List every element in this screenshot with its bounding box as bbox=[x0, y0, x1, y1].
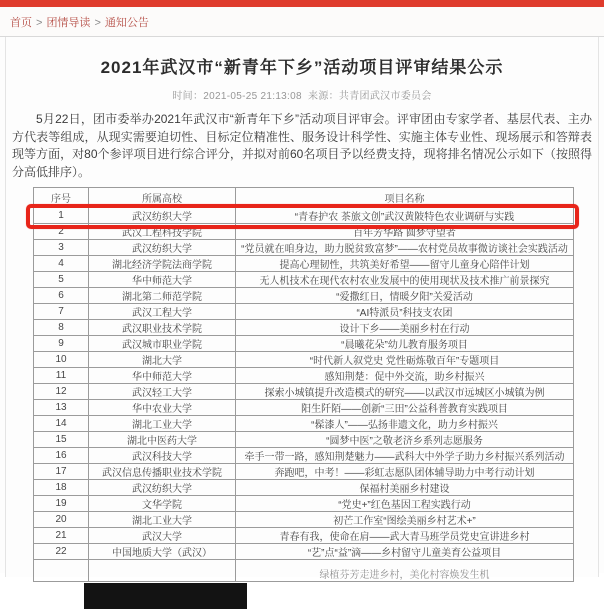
school-cell: 湖北中医药大学 bbox=[89, 432, 236, 448]
school-cell: 武汉轻工大学 bbox=[89, 384, 236, 400]
header-rank: 序号 bbox=[34, 188, 89, 208]
school-cell: 武汉纺织大学 bbox=[89, 208, 236, 224]
page-body bbox=[5, 37, 599, 581]
table-row bbox=[34, 496, 574, 512]
school-cell: 武汉信息传播职业技术学院 bbox=[89, 464, 236, 480]
rank-cell: 8 bbox=[34, 320, 89, 336]
table-row bbox=[34, 432, 574, 448]
rank-cell: 16 bbox=[34, 448, 89, 464]
results-table bbox=[33, 187, 574, 582]
rank-cell: 9 bbox=[34, 336, 89, 352]
project-cell: “时代新人叙党史 党性砺炼敬百年”专题项目 bbox=[236, 352, 574, 368]
table-row bbox=[34, 288, 574, 304]
intro-paragraph: 5月22日，团市委举办2021年武汉市“新青年下乡”活动项目评审会。评审团由专家学者、基层代表、主办方代表等组成，从现实需要迫切性、目标定位精准性、服务设计科学性、实施主体专业性、现场展示和答辩表现等方面，对80个参评项目进行综合评分，并拟对前60名项目予以经费支持，现将排名情况公示如下（按照得分高低排序）。 bbox=[12, 112, 592, 179]
project-cell: 百年芳华路 圆梦守望者 bbox=[236, 224, 574, 240]
meta-source-value: 共青团武汉市委员会 bbox=[338, 91, 432, 102]
project-cell: 青春有我，使命在肩——武大青马班学员党史宣讲进乡村 bbox=[236, 528, 574, 544]
school-cell: 武汉大学 bbox=[89, 528, 236, 544]
table-row bbox=[34, 528, 574, 544]
school-cell: 中国地质大学（武汉） bbox=[89, 544, 236, 560]
project-cell: “艺”点“益”滴——乡村留守儿童美育公益项目 bbox=[236, 544, 574, 560]
rank-cell: 1 bbox=[34, 208, 89, 224]
table-row bbox=[34, 240, 574, 256]
project-cell: 提高心理韧性，共筑美好希望——留守儿童身心陪伴计划 bbox=[236, 256, 574, 272]
breadcrumb-separator: > bbox=[94, 17, 101, 29]
rank-cell: 14 bbox=[34, 416, 89, 432]
school-cell: 湖北大学 bbox=[89, 352, 236, 368]
breadcrumb-separator: > bbox=[36, 17, 43, 29]
rank-cell: 10 bbox=[34, 352, 89, 368]
rank-cell: 17 bbox=[34, 464, 89, 480]
table-row bbox=[34, 336, 574, 352]
project-cell: “党史+”红色基因工程实践行动 bbox=[236, 496, 574, 512]
rank-cell: 3 bbox=[34, 240, 89, 256]
table-row bbox=[34, 544, 574, 560]
results-table-body bbox=[34, 208, 574, 582]
project-cell: “髹漆人”——弘扬非遗文化，助力乡村振兴 bbox=[236, 416, 574, 432]
school-cell: 武汉城市职业学院 bbox=[89, 336, 236, 352]
table-row bbox=[34, 320, 574, 336]
project-cell: 牵手一带一路，感知荆楚魅力——武科大中外学子助力乡村振兴系列活动 bbox=[236, 448, 574, 464]
school-cell: 武汉工程科技学院 bbox=[89, 224, 236, 240]
project-cell: 设计下乡——美丽乡村在行动 bbox=[236, 320, 574, 336]
table-row bbox=[34, 352, 574, 368]
breadcrumb-home-link[interactable]: 首页 bbox=[10, 17, 32, 29]
header-project: 项目名称 bbox=[236, 188, 574, 208]
rank-cell: 5 bbox=[34, 272, 89, 288]
meta-source-label: 来源： bbox=[308, 91, 339, 102]
rank-cell: 20 bbox=[34, 512, 89, 528]
redaction-bar bbox=[84, 583, 247, 609]
table-row bbox=[34, 448, 574, 464]
table-row bbox=[34, 208, 574, 224]
rank-cell: 7 bbox=[34, 304, 89, 320]
table-row bbox=[34, 480, 574, 496]
table-row-partial bbox=[34, 560, 574, 582]
school-cell: 湖北第二师范学院 bbox=[89, 288, 236, 304]
breadcrumb-current-link[interactable]: 通知公告 bbox=[104, 17, 149, 29]
rank-cell: 4 bbox=[34, 256, 89, 272]
project-cell: 绿植芬芳走进乡村，美化村容焕发生机 bbox=[236, 560, 574, 582]
results-table-wrap bbox=[33, 187, 571, 582]
school-cell: 武汉工程大学 bbox=[89, 304, 236, 320]
meta-time-value: 2021-05-25 21:13:08 bbox=[203, 91, 302, 102]
table-row bbox=[34, 272, 574, 288]
rank-cell: 18 bbox=[34, 480, 89, 496]
school-cell: 武汉纺织大学 bbox=[89, 240, 236, 256]
table-row bbox=[34, 368, 574, 384]
school-cell: 武汉纺织大学 bbox=[89, 480, 236, 496]
breadcrumb-section-link[interactable]: 团情导读 bbox=[46, 17, 91, 29]
rank-cell: 12 bbox=[34, 384, 89, 400]
project-cell: “党员就在咱身边，助力脱贫致富梦”——农村党员故事微访谈社会实践活动 bbox=[236, 240, 574, 256]
school-cell: 文华学院 bbox=[89, 496, 236, 512]
school-cell: 华中师范大学 bbox=[89, 272, 236, 288]
school-cell: 华中农业大学 bbox=[89, 400, 236, 416]
project-cell: “AI特派员”科技支农团 bbox=[236, 304, 574, 320]
project-cell: “青春护农 茶旅文创”武汉黄陂特色农业调研与实践 bbox=[236, 208, 574, 224]
table-row bbox=[34, 512, 574, 528]
project-cell: 探索小城镇提升改造模式的研究——以武汉市远城区小城镇为例 bbox=[236, 384, 574, 400]
table-row bbox=[34, 304, 574, 320]
rank-cell: 11 bbox=[34, 368, 89, 384]
rank-cell: 6 bbox=[34, 288, 89, 304]
project-cell: “晨曦花朵”幼儿教育服务项目 bbox=[236, 336, 574, 352]
rank-cell: 13 bbox=[34, 400, 89, 416]
school-cell: 湖北工业大学 bbox=[89, 512, 236, 528]
table-row bbox=[34, 400, 574, 416]
header-school: 所属高校 bbox=[89, 188, 236, 208]
project-cell: 保福村美丽乡村建设 bbox=[236, 480, 574, 496]
project-cell: “圆梦中医”之敬老济乡系列志愿服务 bbox=[236, 432, 574, 448]
project-cell: 阳生阡陌——创新“三田”公益科普教育实践项目 bbox=[236, 400, 574, 416]
table-header-row bbox=[34, 188, 574, 208]
rank-cell bbox=[34, 560, 89, 582]
rank-cell: 21 bbox=[34, 528, 89, 544]
project-cell: “爱撒红日，情暖夕阳”关爱活动 bbox=[236, 288, 574, 304]
article-meta bbox=[6, 87, 598, 102]
page-title: 2021年武汉市“新青年下乡”活动项目评审结果公示 bbox=[100, 58, 504, 77]
table-row bbox=[34, 384, 574, 400]
table-row bbox=[34, 464, 574, 480]
school-cell: 湖北经济学院法商学院 bbox=[89, 256, 236, 272]
rank-cell: 22 bbox=[34, 544, 89, 560]
school-cell: 华中师范大学 bbox=[89, 368, 236, 384]
top-red-bar bbox=[0, 0, 604, 7]
rank-cell: 19 bbox=[34, 496, 89, 512]
table-row bbox=[34, 256, 574, 272]
rank-cell: 15 bbox=[34, 432, 89, 448]
table-row bbox=[34, 224, 574, 240]
school-cell: 武汉科技大学 bbox=[89, 448, 236, 464]
project-cell: 奔跑吧，中考！——彩虹志愿队团体辅导助力中考行动计划 bbox=[236, 464, 574, 480]
school-cell: 武汉职业技术学院 bbox=[89, 320, 236, 336]
meta-time-label: 时间： bbox=[172, 91, 204, 102]
rank-cell: 2 bbox=[34, 224, 89, 240]
project-cell: 感知荆楚：促中外交流，助乡村振兴 bbox=[236, 368, 574, 384]
project-cell: 初芒工作室“图绘美丽乡村艺术+” bbox=[236, 512, 574, 528]
school-cell bbox=[89, 560, 236, 582]
school-cell: 湖北工业大学 bbox=[89, 416, 236, 432]
project-cell: 无人机技术在现代农村农业发展中的使用现状及技术推广前景探究 bbox=[236, 272, 574, 288]
table-row bbox=[34, 416, 574, 432]
breadcrumb bbox=[0, 7, 604, 37]
